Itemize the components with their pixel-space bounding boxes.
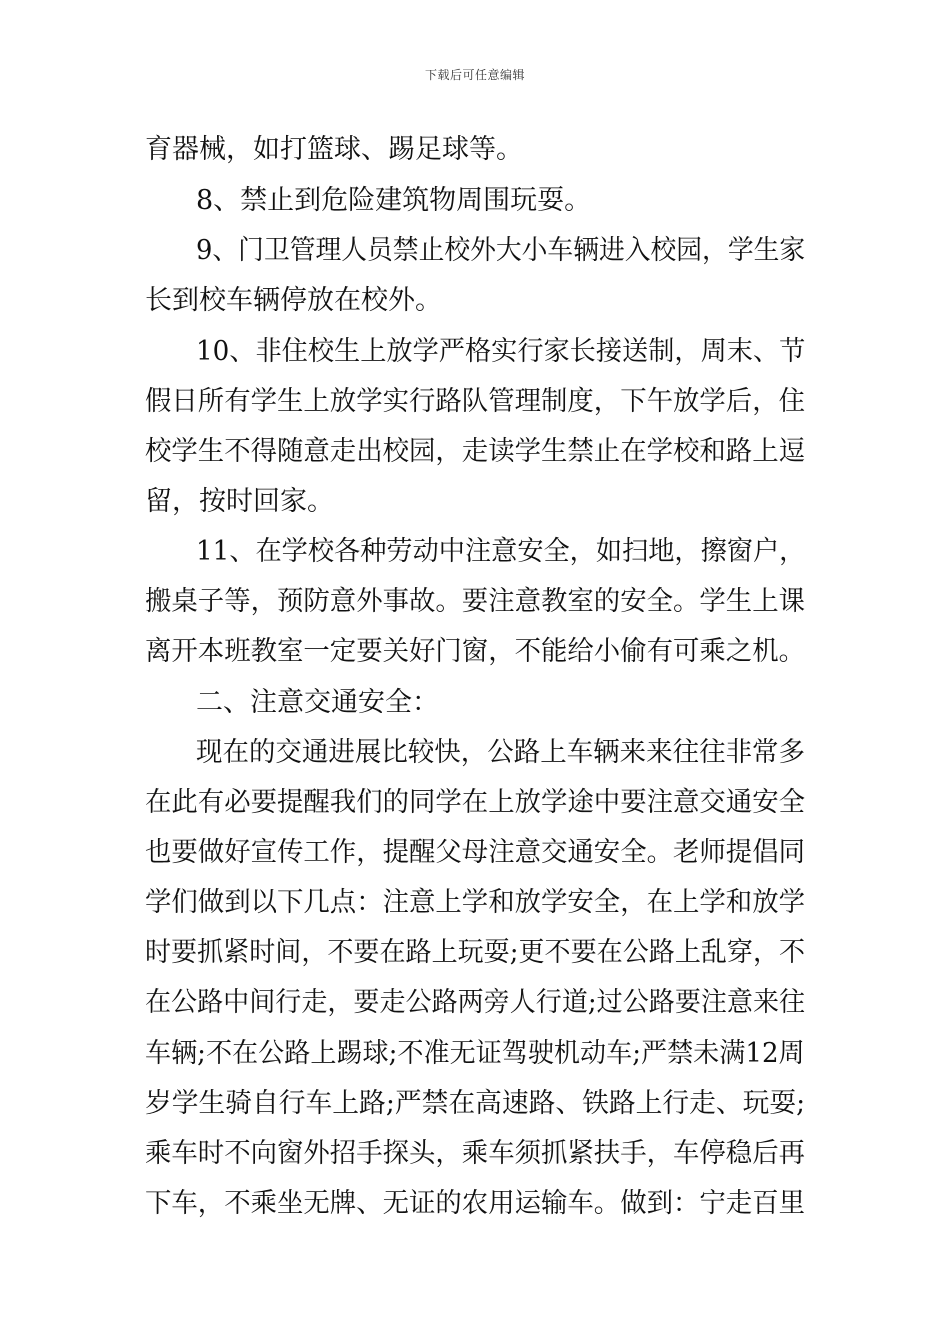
body-line: 时要抓紧时间，不要在路上玩耍;更不要在公路上乱穿，不 (145, 937, 806, 968)
body-line: 长到校车辆停放在校外。 (145, 285, 442, 316)
body-line: 车辆;不在公路上踢球;不准无证驾驶机动车;严禁未满12周 (145, 1038, 805, 1069)
body-line: 11、在学校各种劳动中注意安全，如扫地，擦窗户， (196, 536, 806, 567)
body-line: 在此有必要提醒我们的同学在上放学途中要注意交通安全 (145, 787, 806, 818)
body-line: 搬桌子等，预防意外事故。要注意教室的安全。学生上课 (145, 586, 806, 617)
body-line: 也要做好宣传工作，提醒父母注意交通安全。老师提倡同 (145, 837, 806, 868)
section-heading: 二、注意交通安全： (196, 687, 439, 718)
body-line: 乘车时不向窗外招手探头，乘车须抓紧扶手，车停稳后再 (145, 1138, 806, 1169)
body-line: 8、禁止到危险建筑物周围玩耍。 (196, 185, 592, 216)
body-line: 下车，不乘坐无牌、无证的农用运输车。做到：宁走百里 (145, 1188, 806, 1219)
body-line: 现在的交通进展比较快，公路上车辆来来往往非常多 (196, 737, 806, 768)
body-line: 岁学生骑自行车上路;严禁在高速路、铁路上行走、玩耍; (145, 1088, 806, 1119)
body-line: 育器械，如打篮球、踢足球等。 (145, 134, 523, 165)
body-line: 学们做到以下几点：注意上学和放学安全，在上学和放学 (145, 887, 806, 918)
body-line: 假日所有学生上放学实行路队管理制度，下午放学后，住 (145, 386, 806, 417)
body-line: 离开本班教室一定要关好门窗，不能给小偷有可乘之机。 (145, 636, 806, 667)
body-line: 9、门卫管理人员禁止校外大小车辆进入校园，学生家 (196, 235, 806, 266)
page-header: 下载后可任意编辑 (424, 68, 525, 82)
body-line: 在公路中间行走，要走公路两旁人行道;过公路要注意来往 (145, 987, 806, 1018)
body-line: 留，按时回家。 (145, 486, 334, 517)
body-line: 校学生不得随意走出校园，走读学生禁止在学校和路上逗 (145, 436, 806, 467)
body-line: 10、非住校生上放学严格实行家长接送制，周末、节 (196, 336, 806, 367)
